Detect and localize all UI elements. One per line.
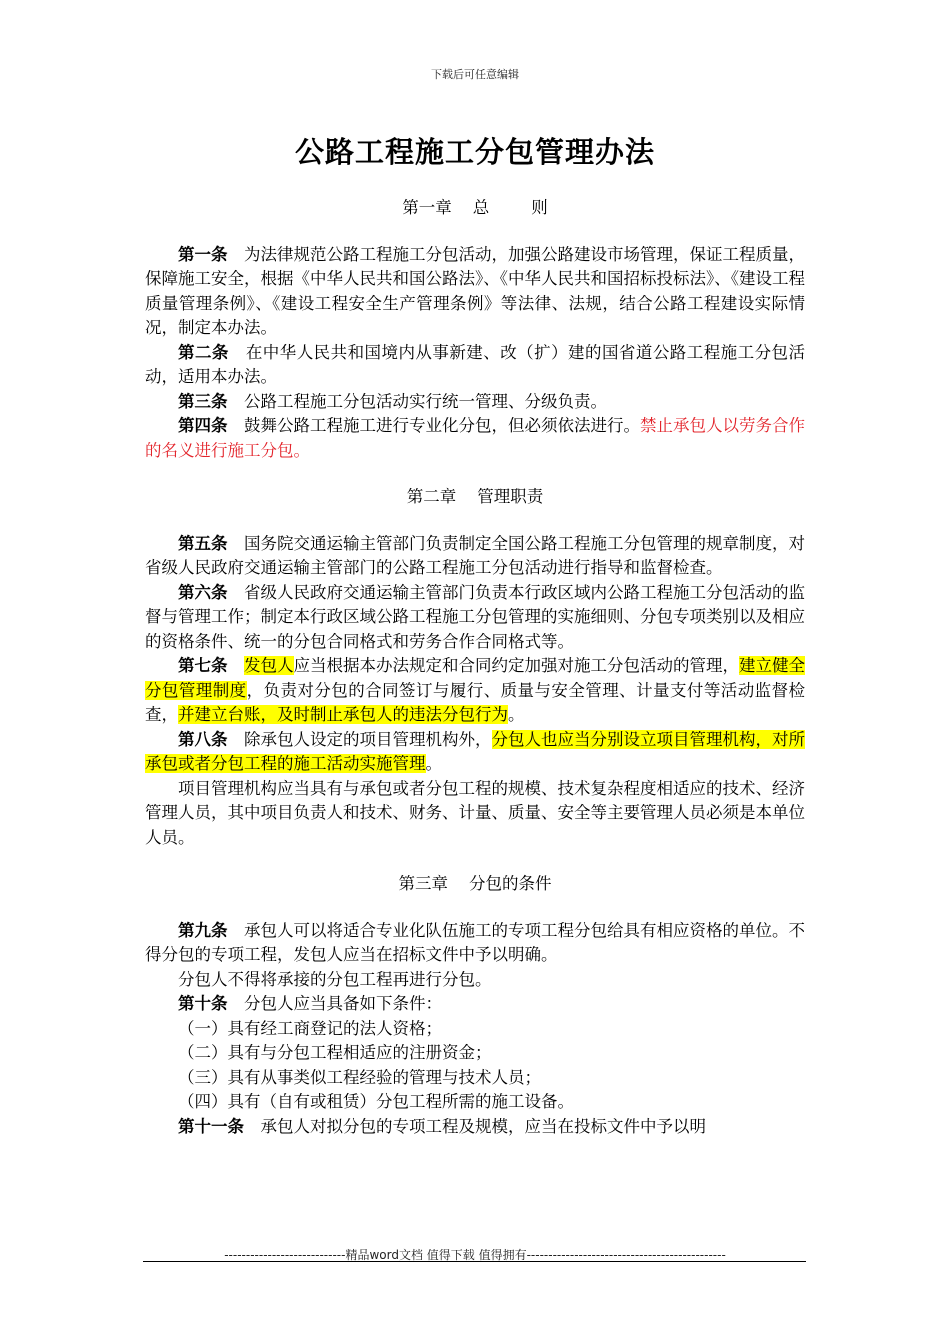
highlighted-text: 发包人 (244, 656, 294, 675)
article-10 (145, 992, 805, 1017)
chapter-heading-1: 第一章 总 则 (402, 198, 548, 217)
footer-text: ----------------------------精品word文档 值得下载 值得拥有---------------------------------------------- (224, 1248, 726, 1262)
article-9-paragraph-2: 分包人不得将承接的分包工程再进行分包。 (178, 969, 492, 989)
article-11 (145, 1115, 805, 1140)
article-text: 应当根据本办法规定和合同约定加强对施工分包活动的管理， (293, 656, 739, 675)
footer-divider (143, 1261, 806, 1262)
list-item: （四）具有（自有或租赁）分包工程所需的施工设备。 (178, 1092, 574, 1111)
article-label: 第一条 (178, 244, 228, 264)
article-3 (145, 390, 805, 415)
article-text: ，负责对分包的合同签订与履行、质量与安全管理、计量支付等活动监督检查， (145, 680, 806, 724)
article-label: 第八条 (178, 729, 228, 749)
article-text: 鼓舞公路工程施工进行专业化分包，但必须依法进行。 (244, 416, 640, 435)
article-text: 承包人对拟分包的专项工程及规模，应当在投标文件中予以明 (260, 1116, 706, 1136)
article-label: 第七条 (178, 656, 228, 675)
document-body (145, 196, 805, 1139)
article-text: 承包人可以将适合专业化队伍施工的专项工程分包给具有相应资格的单位。不得分包的专项工程，发包人应当在招标文件中予以明确。 (145, 920, 805, 964)
article-text: 在中华人民共和国境内从事新建、改（扩）建的国省道公路工程施工分包活动，适用本办法。 (145, 342, 805, 386)
article-text: 公路工程施工分包活动实行统一管理、分级负责。 (244, 391, 607, 411)
article-text: 为法律规范公路工程施工分包活动，加强公路建设市场管理，保证工程质量，保障施工安全，根据《中华人民共和国公路法》、《中华人民共和国招标投标法》、《建设工程质量管理条例》、《建设工程安全生产管理条例》等法律、法规，结合公路工程建设实际情况，制定本办法。 (145, 244, 805, 337)
article-1 (145, 243, 805, 341)
article-text: 。 (508, 705, 525, 724)
highlighted-text: 建立健全分包管理制度 (145, 656, 805, 700)
article-label: 第四条 (178, 416, 228, 435)
article-label: 第二条 (178, 342, 229, 362)
article-label: 第九条 (178, 920, 228, 940)
chapter-heading-2: 第二章 管理职责 (406, 487, 544, 506)
article-5 (145, 532, 805, 581)
chapter-heading-3: 第三章 分包的条件 (398, 874, 552, 893)
highlighted-text: 并建立台账，及时制止承包人的违法分包行为 (178, 705, 508, 724)
article-label: 第五条 (178, 533, 228, 553)
article-text: 国务院交通运输主管部门负责制定全国公路工程施工分包管理的规章制度，对省级人民政府交通运输主管部门的公路工程施工分包活动进行指导和监督检查。 (145, 533, 805, 577)
list-item: （一）具有经工商登记的法人资格； (178, 1018, 442, 1038)
article-9 (145, 919, 805, 968)
article-text: 除承包人设定的项目管理机构外， (244, 729, 492, 749)
article-text: 。 (425, 754, 442, 773)
article-8-paragraph-2: 项目管理机构应当具有与承包或者分包工程的规模、技术复杂程度相适应的技术、经济管理人员，其中项目负责人和技术、财务、计量、质量、安全等主要管理人员必须是本单位人员。 (145, 778, 805, 847)
header-note: 下载后可任意编辑 (431, 68, 519, 81)
red-emphasis-text: 禁止承包人以劳务合作的名义进行施工分包。 (145, 416, 805, 460)
article-4 (145, 414, 805, 463)
article-8 (145, 728, 805, 777)
article-text: 分包人应当具备如下条件： (244, 994, 442, 1013)
article-label: 第十一条 (178, 1116, 244, 1136)
article-label: 第十条 (178, 994, 228, 1013)
article-text: 省级人民政府交通运输主管部门负责本行政区域内公路工程施工分包活动的监督与管理工作；制定本行政区域公路工程施工分包管理的实施细则、分包专项类别以及相应的资格条件、统一的分包合同格式和劳务合作合同格式等。 (145, 582, 805, 651)
article-2 (145, 341, 805, 390)
article-label: 第六条 (178, 582, 228, 602)
document-title: 公路工程施工分包管理办法 (294, 135, 655, 169)
article-label: 第三条 (178, 391, 228, 411)
list-item: （二）具有与分包工程相适应的注册资金； (178, 1043, 492, 1062)
article-7 (145, 654, 805, 728)
list-item: （三）具有从事类似工程经验的管理与技术人员； (178, 1067, 541, 1087)
article-6 (145, 581, 805, 655)
highlighted-text: 分包人也应当分别设立项目管理机构，对所承包或者分包工程的施工活动实施管理 (145, 729, 805, 773)
